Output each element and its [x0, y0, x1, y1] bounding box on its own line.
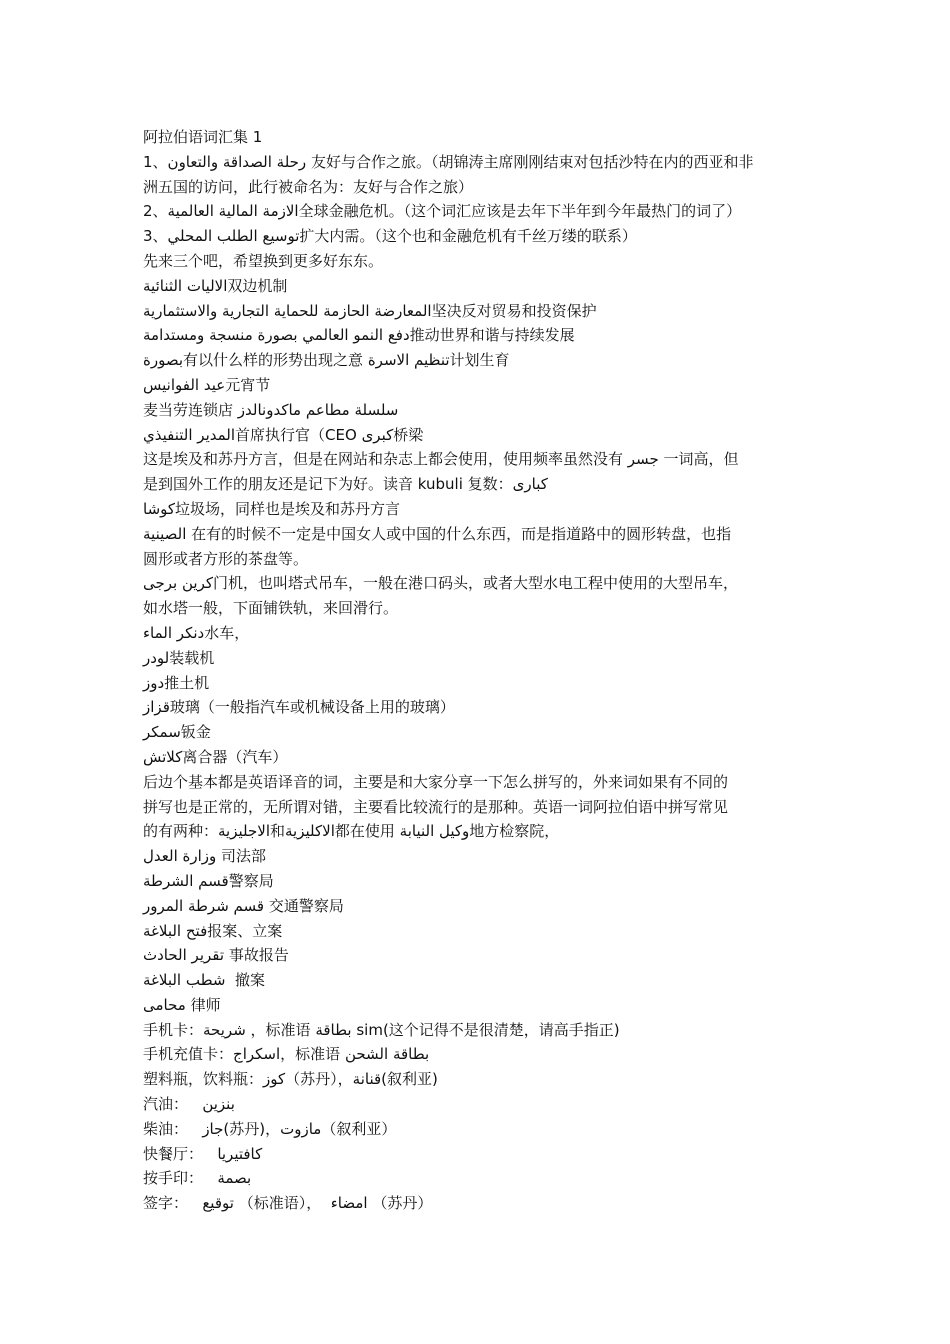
text-line: 签字： توقيع （标准语）， امضاء （苏丹） — [143, 1194, 433, 1213]
text-line: المدير التنفيذي首席执行官（CEO كبرى桥梁 — [143, 425, 424, 444]
text-line: 塑料瓶，饮料瓶：كوز（苏丹），قنانة(叙利亚) — [143, 1070, 438, 1089]
text-line: قسم شرطة المرور 交通警察局 — [143, 896, 344, 915]
text-line: 1、رحلة الصداقة والتعاون 友好与合作之旅。（胡锦涛主席刚刚结束对包括沙特在内的西亚和非 — [143, 152, 754, 171]
text-line: 的有两种：الاجليزية和الاكليزية都在使用 وكيل النيابة地方检察院， — [143, 822, 560, 841]
text-line: محامى 律师 — [143, 995, 221, 1014]
text-line: دوز推土机 — [143, 673, 210, 692]
text-line: 3、توسيع الطلب المحلي扩大内需。（这个也和金融危机有千丝万缕的联系） — [143, 227, 637, 246]
text-line: كوشا垃圾场，同样也是埃及和苏丹方言 — [143, 499, 401, 518]
text-line: 汽油： بنزين — [143, 1095, 235, 1114]
text-line: الاليات الثنائية双边机制 — [143, 276, 288, 295]
text-line: 手机卡：شريحة ，标准语 بطاقة sim(这个记得不是很清楚，请高手指正) — [143, 1020, 620, 1039]
text-line: عيد الفوانيس元宵节 — [143, 375, 271, 394]
text-line: 后边个基本都是英语译音的词，主要是和大家分享一下怎么拼写的，外来词如果有不同的 — [143, 772, 729, 791]
text-line: 快餐厅： كافتيريا — [143, 1144, 263, 1163]
text-line: تقرير الحادث 事故报告 — [143, 946, 289, 965]
text-line: قزاز玻璃（一般指汽车或机械设备上用的玻璃） — [143, 698, 455, 717]
text-line: 洲五国的访问，此行被命名为：友好与合作之旅） — [143, 177, 474, 196]
text-line: 先来三个吧，希望换到更多好东东。 — [143, 251, 384, 270]
text-line: دفع النمو العالمي بصورة منسجة ومستدامة推动世界和谐与持续发展 — [143, 326, 575, 345]
document-body — [143, 150, 813, 1216]
text-line: كلاتش离合器（汽车） — [143, 747, 288, 766]
text-line: لودر装载机 — [143, 648, 215, 667]
text-line: 手机充值卡：اسكراج，标准语 بطاقة الشحن — [143, 1045, 430, 1064]
text-line: دنكر الماء水车， — [143, 623, 250, 642]
text-line: 2、الازمة المالية العالمية全球金融危机。（这个词汇应该是去年下半年到今年最热门的词了） — [143, 202, 742, 221]
text-line: 麦当劳连锁店 سلسلة مطاعم ماكدونالدز — [143, 400, 399, 419]
text-line: 如水塔一般，下面铺铁轨，来回滑行。 — [143, 599, 399, 618]
text-line: 是到国外工作的朋友还是记下为好。读音 kubuli 复数：كبارى — [143, 475, 548, 494]
text-line: كرين برجى门机，也叫塔式吊车，一般在港口码头，或者大型水电工程中使用的大型吊车， — [143, 574, 739, 593]
text-line: شطب البلاغة 撤案 — [143, 971, 266, 990]
text-line: سمكر钣金 — [143, 723, 211, 742]
text-line: 按手印： بصمة — [143, 1169, 252, 1188]
text-line: 这是埃及和苏丹方言，但是在网站和杂志上都会使用，使用频率虽然没有 جسر 一词高，但 — [143, 450, 739, 469]
text-line: وزارة العدل 司法部 — [143, 847, 267, 866]
text-line: قسم الشرطة警察局 — [143, 871, 274, 890]
text-line: 柴油： جاز(苏丹)，مازوت（叙利亚） — [143, 1119, 397, 1138]
text-line: الصينية 在有的时候不一定是中国女人或中国的什么东西，而是指道路中的圆形转盘，也指 — [143, 524, 732, 543]
text-line: بصورة有以什么样的形势出现之意 تنظيم الاسرة计划生育 — [143, 351, 510, 370]
text-line: فتح البلاغة报案、立案 — [143, 921, 283, 940]
text-line: 拼写也是正常的，无所谓对错，主要看比较流行的是那种。英语一词阿拉伯语中拼写常见 — [143, 797, 729, 816]
document-title: 阿拉伯语词汇集 1 — [143, 128, 263, 146]
text-line: المعارضة الحازمة للحماية التجارية والاستثمارية坚决反对贸易和投资保护 — [143, 301, 597, 320]
document-page — [143, 125, 813, 1216]
text-line: 圆形或者方形的茶盘等。 — [143, 549, 309, 568]
